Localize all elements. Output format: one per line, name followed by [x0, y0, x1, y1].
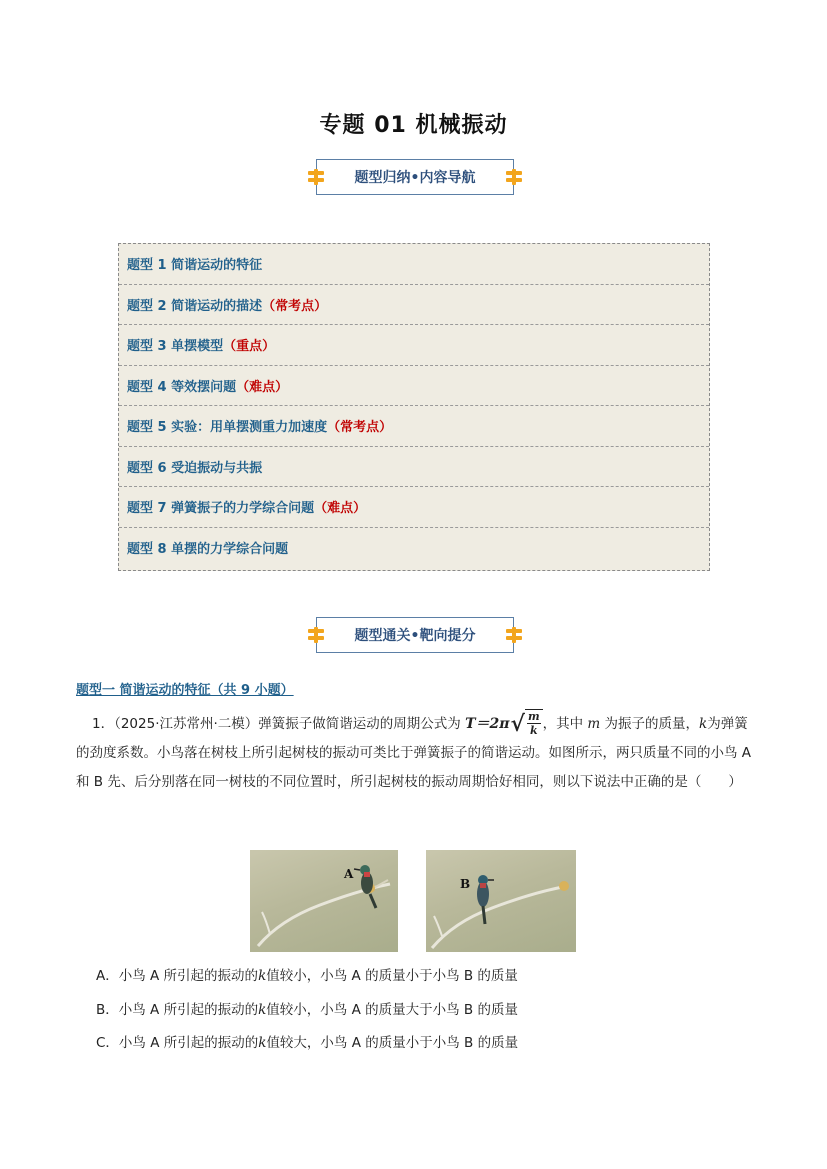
- toc-item[interactable]: 题型 8 单摆的力学综合问题: [127, 542, 289, 558]
- toc-item[interactable]: 题型 2 简谐运动的描述 （常考点）: [119, 285, 709, 326]
- toc-item[interactable]: 题型 6 受迫振动与共振: [119, 447, 709, 488]
- option-b[interactable]: B．小鸟 A 所引起的振动的k值较小，小鸟 A 的质量大于小鸟 B 的质量: [96, 1002, 518, 1018]
- page-title: 专题 01 机械振动: [319, 113, 508, 138]
- practice-banner: [316, 617, 514, 653]
- toc-item[interactable]: 题型 7 弹簧振子的力学综合问题 （难点）: [119, 487, 709, 528]
- option-a[interactable]: A．小鸟 A 所引起的振动的k值较小，小鸟 A 的质量小于小鸟 B 的质量: [96, 968, 518, 984]
- toc-item[interactable]: 题型 1 简谐运动的特征: [119, 244, 709, 285]
- banner-left-decoration-icon: [308, 627, 324, 643]
- period-formula: T＝2π √ $\frac{m}{k}$: [465, 709, 543, 739]
- banner-left-decoration-icon: [308, 169, 324, 185]
- bird-b-label: B: [460, 877, 471, 891]
- toc-item[interactable]: 题型 3 单摆模型 （重点）: [119, 325, 709, 366]
- toc-item[interactable]: 题型 4 等效摆问题 （难点）: [119, 366, 709, 407]
- bird-a-photo: [250, 850, 398, 952]
- bird-b-photo: [426, 850, 576, 952]
- banner-right-decoration-icon: [506, 627, 522, 643]
- nav-banner-label: 题型归纳•内容导航: [354, 170, 476, 186]
- option-c[interactable]: C．小鸟 A 所引起的振动的k值较大，小鸟 A 的质量小于小鸟 B 的质量: [96, 1035, 519, 1051]
- question-number: 1．: [92, 716, 115, 732]
- bird-a-illustration: [250, 850, 398, 952]
- toc-item[interactable]: 题型 5 实验：用单摆测重力加速度 （常考点）: [119, 406, 709, 447]
- question-source: （2025·江苏常州·二模）: [114, 716, 259, 732]
- bird-b-illustration: [426, 850, 576, 952]
- banner-right-decoration-icon: [506, 169, 522, 185]
- question-1: 1．（2025·江苏常州·二模）弹簧振子做简谐运动的周期公式为 T＝2π √ $\frac{m}{k}$ ，其中 m 为振子的质量，k为弹簧的劲度系数。小鸟落在树枝上所引起树枝的振动可类比于弹簧振子的简谐运动。如图所示，两只质量不同的小鸟 A 和 B 先、后分别落在同一树枝的不同位置时，所引起树枝的振动周期恰好相同，则以下说法中正确的是（ ）: [76, 710, 752, 790]
- table-of-contents: [118, 243, 710, 571]
- practice-banner-label: 题型通关•靶向提分: [354, 628, 476, 644]
- sqrt-icon: √: [510, 711, 525, 737]
- bird-a-label: A: [344, 867, 354, 881]
- nav-banner: [316, 159, 514, 195]
- section-title[interactable]: 题型一 简谐运动的特征（共 9 小题）: [76, 683, 294, 698]
